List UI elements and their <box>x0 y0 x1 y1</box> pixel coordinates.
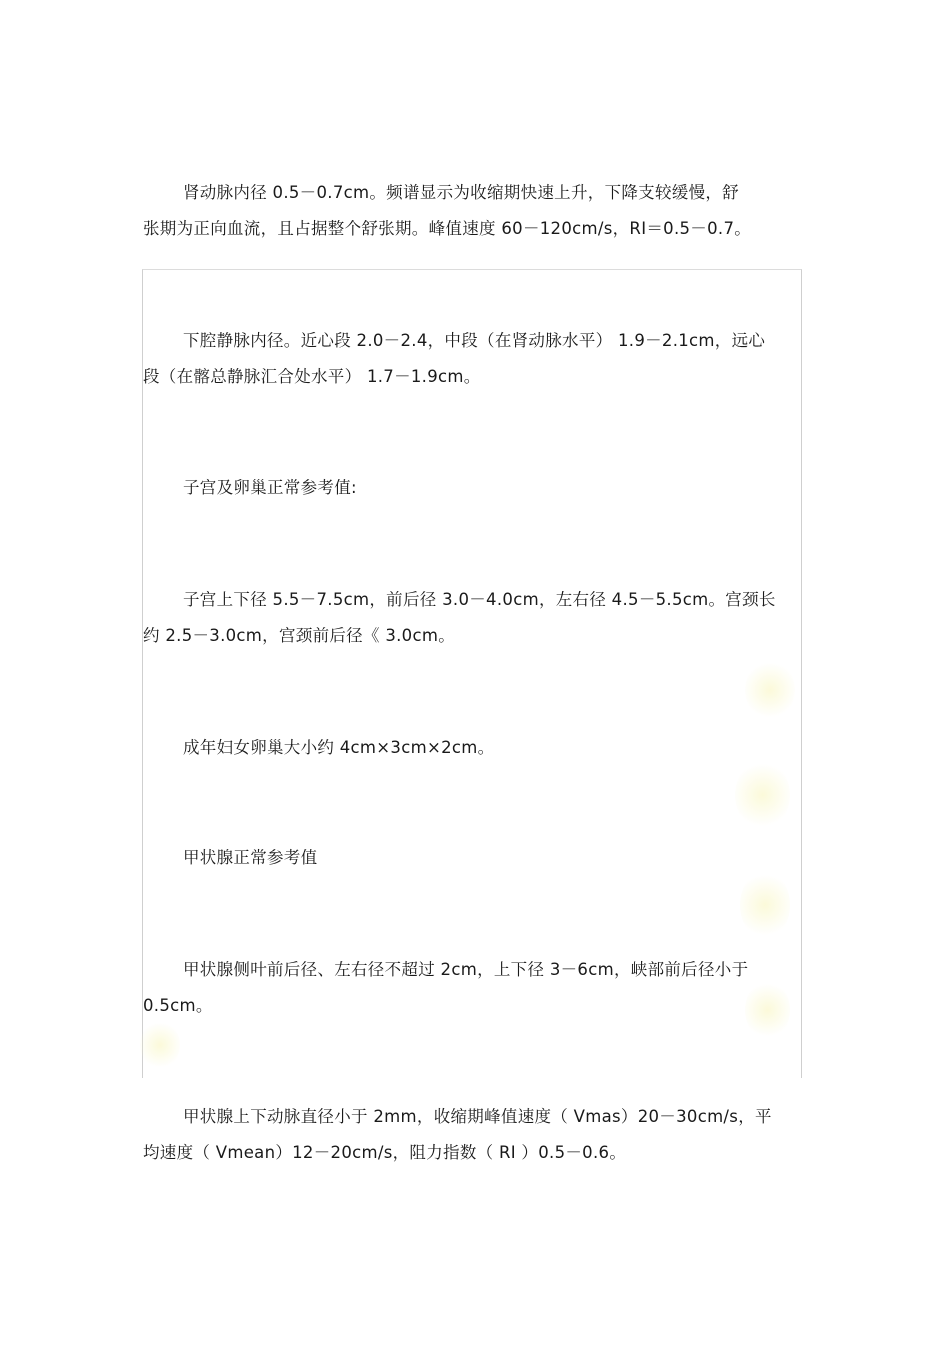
paragraph-ovary <box>143 730 805 766</box>
paragraph-line: 0.5cm。 <box>143 996 213 1015</box>
paragraph-line: 约 2.5－3.0cm，宫颈前后径《 3.0cm。 <box>143 626 456 645</box>
paragraph-line: 张期为正向血流，且占据整个舒张期。峰值速度 60－120cm/s，RI＝0.5－0.7。 <box>143 219 752 238</box>
scan-stain <box>740 870 790 940</box>
paragraph-uterus <box>143 582 805 654</box>
paragraph-line: 子宫上下径 5.5－7.5cm，前后径 3.0－4.0cm，左右径 4.5－5.5cm。宫颈长 <box>183 590 776 609</box>
scan-stain <box>735 760 790 830</box>
paragraph-line: 子宫及卵巢正常参考值: <box>183 478 357 497</box>
scan-stain <box>140 1020 180 1070</box>
paragraph-thyroid-lobes <box>143 952 805 1024</box>
paragraph-line: 均速度（ Vmean）12－20cm/s，阻力指数（ RI ）0.5－0.6。 <box>143 1143 627 1162</box>
paragraph-inferior-vena-cava <box>143 323 805 395</box>
paragraph-line: 段（在髂总静脉汇合处水平） 1.7－1.9cm。 <box>143 367 481 386</box>
paragraph-line: 成年妇女卵巢大小约 4cm×3cm×2cm。 <box>183 738 495 757</box>
scan-stain <box>745 660 795 720</box>
paragraph-renal-artery <box>143 175 805 247</box>
paragraph-line: 甲状腺上下动脉直径小于 2mm，收缩期峰值速度（ Vmas）20－30cm/s，平 <box>183 1107 772 1126</box>
heading-thyroid <box>143 840 805 876</box>
paragraph-line: 肾动脉内径 0.5－0.7cm。频谱显示为收缩期快速上升，下降支较缓慢，舒 <box>183 183 739 202</box>
paragraph-line: 甲状腺侧叶前后径、左右径不超过 2cm，上下径 3－6cm，峡部前后径小于 <box>183 960 749 979</box>
paragraph-line: 甲状腺正常参考值 <box>183 848 318 867</box>
heading-uterus-ovary <box>143 470 805 506</box>
paragraph-line: 下腔静脉内径。近心段 2.0－2.4，中段（在肾动脉水平） 1.9－2.1cm，远心 <box>183 331 766 350</box>
paragraph-thyroid-arteries <box>143 1099 805 1171</box>
